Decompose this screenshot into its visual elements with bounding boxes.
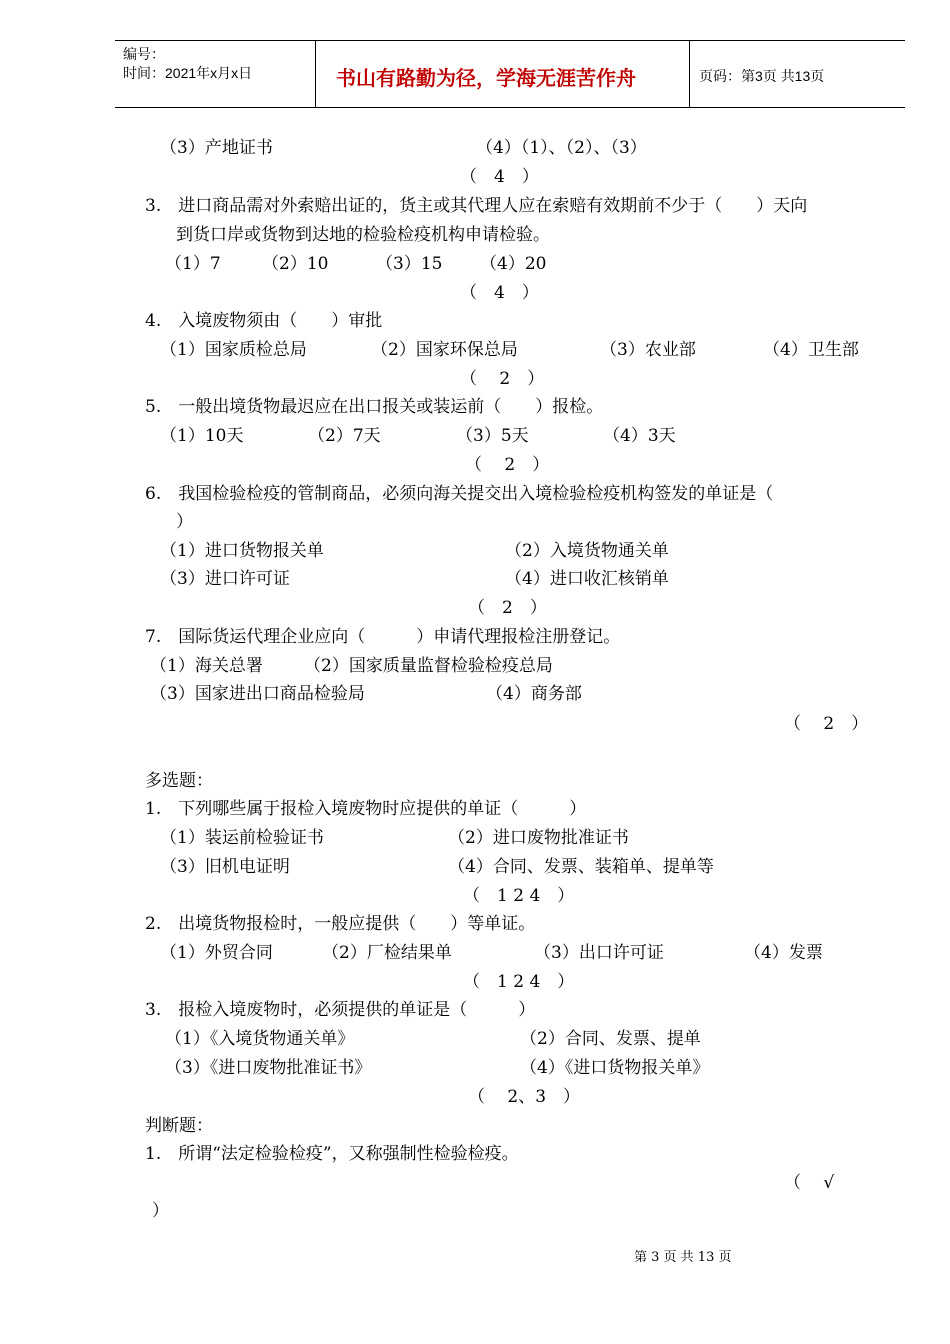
q3-option-3: （3）15 [376,254,443,274]
q5-option-1: （1）10天 [160,426,244,446]
q3-option-1: （1）7 [165,254,221,274]
q7-answer: （ 2 ） [784,714,869,734]
q4-option-3: （3）农业部 [600,340,696,360]
mc1-option-1: （1）装运前检验证书 [160,828,324,848]
mc1-stem: 1. 下列哪些属于报检入境废物时应提供的单证（ ） [145,799,587,819]
q5-option-2: （2）7天 [308,426,381,446]
header-bottom-border [115,107,905,108]
q4-option-1: （1）国家质检总局 [160,340,307,360]
mc3-stem: 3. 报检入境废物时，必须提供的单证是（ ） [145,1000,536,1020]
q5-answer: （ 2 ） [465,455,550,475]
mc3-option-4: （4）《进口货物报关单》 [520,1058,710,1078]
q6-option-1: （1）进口货物报关单 [160,541,324,561]
q5-option-4: （4）3天 [603,426,676,446]
page-footer: 第 3 页 共 13 页 [634,1250,732,1265]
q5-stem: 5. 一般出境货物最迟应在出口报关或装运前（ ）报检。 [145,397,604,417]
mc3-option-1: （1）《入境货物通关单》 [165,1029,355,1049]
header-number-label: 编号： [123,46,165,62]
header-divider-right [689,41,690,107]
q3-answer: （ 4 ） [460,283,539,303]
mc2-option-3: （3）出口许可证 [534,943,664,963]
q3-stem-cont: 到货口岸或货物到达地的检验检疫机构申请检验。 [176,225,550,245]
mc2-option-2: （2）厂检结果单 [322,943,452,963]
q3-option-4: （4）20 [480,254,547,274]
tf1-stem: 1. 所谓“法定检验检疫”，又称强制性检验检疫。 [145,1144,519,1164]
mc2-option-4: （4）发票 [744,943,823,963]
q3-stem: 3. 进口商品需对外索赔出证的，货主或其代理人应在索赔有效期前不少于（ ）天向 [145,196,808,216]
q7-option-4: （4）商务部 [486,684,582,704]
mc1-answer: （ 1 2 4 ） [463,886,575,906]
q6-answer: （ 2 ） [468,598,547,618]
q4-stem: 4. 入境废物须由（ ）审批 [145,311,383,331]
q6-option-4: （4）进口收汇核销单 [505,569,669,589]
mc2-answer: （ 1 2 4 ） [463,972,575,992]
header-motto: 书山有路勤为径，学海无涯苦作舟 [336,66,636,90]
mc3-option-2: （2）合同、发票、提单 [520,1029,701,1049]
q2-answer: （ 4 ） [460,167,539,187]
q4-answer: （ 2 ） [460,369,545,389]
mc2-stem: 2. 出境货物报检时，一般应提供（ ）等单证。 [145,914,536,934]
mc3-option-3: （3）《进口废物批准证书》 [165,1058,372,1078]
q7-stem: 7. 国际货运代理企业应向（ ）申请代理报检注册登记。 [145,627,621,647]
q2-option-3: （3）产地证书 [160,138,273,158]
header-page-info: 页码：第3页 共13页 [699,68,825,84]
mc1-option-3: （3）旧机电证明 [160,857,290,877]
mc2-option-1: （1）外贸合同 [160,943,273,963]
q6-option-2: （2）入境货物通关单 [505,541,669,561]
header-top-border [115,40,905,41]
q4-option-4: （4）卫生部 [763,340,859,360]
header-time-label: 时间：2021年x月x日 [123,65,253,81]
header-divider-left [315,41,316,107]
mc1-option-2: （2）进口废物批准证书 [448,828,629,848]
q6-option-3: （3）进口许可证 [160,569,290,589]
section-true-false: 判断题： [145,1116,213,1136]
q4-option-2: （2）国家环保总局 [371,340,518,360]
mc3-answer: （ 2、3 ） [468,1087,581,1107]
q7-option-3: （3）国家进出口商品检验局 [150,684,365,704]
q2-option-4: （4）（1）、（2）、（3） [476,138,647,158]
q5-option-3: （3）5天 [456,426,529,446]
q6-stem: 6. 我国检验检疫的管制商品，必须向海关提交出入境检验检疫机构签发的单证是（ [145,484,774,504]
q6-stem-cont: ） [176,512,193,532]
q7-option-2: （2）国家质量监督检验检疫总局 [304,656,553,676]
tf1-answer: （ √ [784,1173,835,1193]
tf1-answer-close: ） [152,1201,169,1221]
q7-option-1: （1）海关总署 [150,656,263,676]
mc1-option-4: （4）合同、发票、装箱单、提单等 [448,857,714,877]
section-multiple-choice: 多选题： [145,771,213,791]
q3-option-2: （2）10 [262,254,329,274]
